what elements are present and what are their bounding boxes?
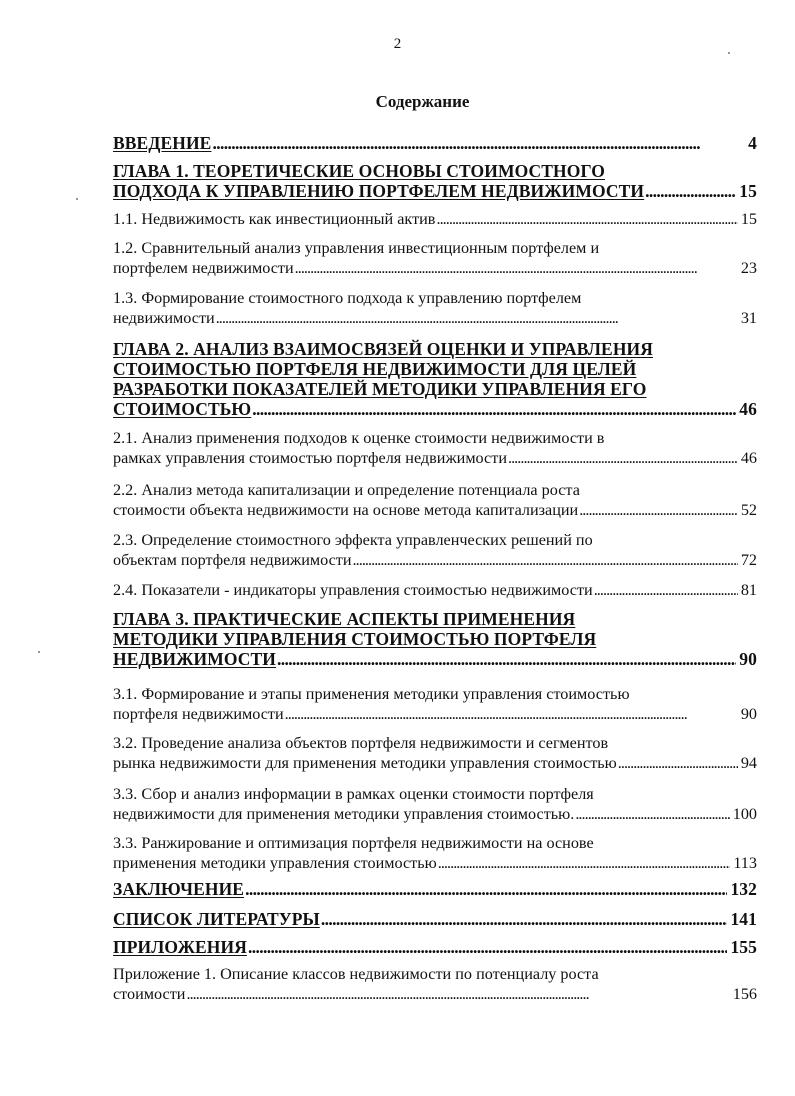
dot-leader [575, 804, 729, 824]
dot-leader [618, 753, 738, 773]
toc-entry-title: рынка недвижимости для применения методики управления стоимостью [113, 754, 617, 772]
toc-entry-leader-line [113, 909, 757, 929]
dot-leader [277, 649, 736, 669]
toc-entry-page-number: 155 [730, 937, 757, 957]
toc-entry-page-number: 94 [740, 754, 757, 772]
dot-leader [295, 258, 738, 278]
toc-entry-title-line: 3.3. Сбор и анализ информации в рамках оценки стоимости портфеля [113, 785, 594, 803]
toc-chapter-entry[interactable] [113, 909, 757, 929]
toc-entry-title: стоимости объекта недвижимости на основе метода капитализации [113, 501, 579, 519]
toc-section-entry[interactable] [113, 428, 757, 468]
toc-chapter-entry[interactable] [113, 937, 757, 957]
toc-entry-title: СПИСОК ЛИТЕРАТУРЫ [113, 909, 320, 929]
toc-entry-title-line: 2.1. Анализ применения подходов к оценке стоимости недвижимости в [113, 429, 605, 447]
toc-entry-page-number: 46 [739, 399, 757, 419]
toc-entry-title: объектам портфеля недвижимости [113, 551, 352, 569]
toc-entry-leader-line [113, 937, 757, 957]
toc-entry-title: СТОИМОСТЬЮ [113, 399, 252, 419]
toc-chapter-entry[interactable] [113, 133, 757, 153]
dot-leader [216, 308, 738, 328]
dot-leader [212, 133, 745, 153]
toc-entry-title-line: ГЛАВА 3. ПРАКТИЧЕСКИЕ АСПЕКТЫ ПРИМЕНЕНИЯ [113, 609, 576, 629]
toc-section-entry[interactable] [113, 580, 757, 600]
toc-entry-page-number: 4 [748, 133, 757, 153]
toc-entry-leader-line [113, 649, 757, 669]
dot-leader [594, 580, 738, 600]
toc-entry-title-line: 3.2. Проведение анализа объектов портфеля недвижимости и сегментов [113, 734, 609, 752]
toc-entry-title-line: 3.3. Ранжирование и оптимизация портфеля недвижимости на основе [113, 834, 594, 852]
toc-entry-title-line: РАЗРАБОТКИ ПОКАЗАТЕЛЕЙ МЕТОДИКИ УПРАВЛЕНИЯ ЕГО [113, 379, 647, 399]
dot-leader [248, 937, 727, 957]
toc-entry-title-line: Приложение 1. Описание классов недвижимости по потенциалу роста [113, 965, 599, 983]
toc-entry-leader-line [113, 399, 757, 419]
toc-entry-leader-line [113, 753, 757, 773]
toc-section-entry[interactable] [113, 964, 757, 1004]
toc-entry-leader-line [113, 550, 757, 570]
toc-entry-title-line: 1.3. Формирование стоимостного подхода к управлению портфелем [113, 289, 582, 307]
toc-entry-title-line: ГЛАВА 2. АНАЛИЗ ВЗАИМОСВЯЗЕЙ ОЦЕНКИ И УПРАВЛЕНИЯ [113, 339, 653, 359]
toc-section-entry[interactable] [113, 784, 757, 824]
dot-leader [252, 399, 736, 419]
toc-section-entry[interactable] [113, 833, 757, 873]
toc-entry-page-number: 113 [733, 854, 757, 872]
toc-chapter-entry[interactable] [113, 609, 757, 669]
toc-entry-page-number: 52 [740, 501, 757, 519]
toc-entry-leader-line [113, 580, 757, 600]
toc-entry-leader-line [113, 181, 757, 201]
toc-entry-leader-line [113, 209, 757, 229]
toc-entry-page-number: 81 [740, 581, 757, 599]
toc-entry-page-number: 132 [730, 879, 757, 899]
toc-entry-title: портфеля недвижимости [113, 705, 284, 723]
toc-entry-title: портфелем недвижимости [113, 259, 294, 277]
dot-leader [579, 500, 738, 520]
toc-entry-title-line: МЕТОДИКИ УПРАВЛЕНИЯ СТОИМОСТЬЮ ПОРТФЕЛЯ [113, 629, 597, 649]
toc-entry-title-line: 2.3. Определение стоимостного эффекта управленческих решений по [113, 531, 593, 549]
toc-entry-page-number: 31 [740, 309, 757, 327]
toc-entry-leader-line [113, 804, 757, 824]
toc-entry-page-number: 15 [739, 181, 757, 201]
toc-entry-leader-line [113, 879, 757, 899]
toc-chapter-entry[interactable] [113, 339, 757, 419]
toc-entry-page-number: 141 [730, 909, 757, 929]
toc-entry-title-line: 1.2. Сравнительный анализ управления инвестиционным портфелем и [113, 239, 600, 257]
dot-leader [245, 879, 727, 899]
toc-entry-title: НЕДВИЖИМОСТИ [113, 649, 276, 669]
toc-entry-page-number: 72 [740, 551, 757, 569]
toc-entry-title-line: СТОИМОСТЬЮ ПОРТФЕЛЯ НЕДВИЖИМОСТИ ДЛЯ ЦЕЛЕЙ [113, 359, 637, 379]
scan-speck [728, 52, 730, 54]
scan-speck [38, 651, 40, 653]
toc-entry-leader-line [113, 853, 757, 873]
toc-entry-page-number: 90 [739, 649, 757, 669]
toc-entry-page-number: 156 [732, 985, 757, 1003]
dot-leader [321, 909, 728, 929]
toc-entry-title: рамках управления стоимостью портфеля недвижимости [113, 449, 507, 467]
dot-leader [645, 181, 736, 201]
toc-entry-title: 2.4. Показатели - индикаторы управления стоимостью недвижимости [113, 581, 593, 599]
toc-chapter-entry[interactable] [113, 161, 757, 201]
toc-entry-leader-line [113, 500, 757, 520]
toc-entry-title: недвижимости [113, 309, 215, 327]
dot-leader [186, 984, 729, 1004]
toc-section-entry[interactable] [113, 480, 757, 520]
page-number: 2 [393, 36, 402, 52]
dot-leader [353, 550, 738, 570]
toc-chapter-entry[interactable] [113, 879, 757, 899]
page-title: Содержание [375, 92, 470, 111]
toc-entry-page-number: 46 [740, 449, 757, 467]
dot-leader [285, 704, 738, 724]
toc-entry-title-line: 2.2. Анализ метода капитализации и определение потенциала роста [113, 481, 580, 499]
toc-entry-leader-line [113, 133, 757, 153]
toc-section-entry[interactable] [113, 209, 757, 229]
toc-section-entry[interactable] [113, 530, 757, 570]
toc-section-entry[interactable] [113, 733, 757, 773]
toc-entry-title-line: 3.1. Формирование и этапы применения методики управления стоимостью [113, 685, 630, 703]
toc-entry-title: ПОДХОДА К УПРАВЛЕНИЮ ПОРТФЕЛЕМ НЕДВИЖИМОСТИ [113, 181, 645, 201]
toc-section-entry[interactable] [113, 684, 757, 724]
toc-entry-page-number: 23 [740, 259, 757, 277]
toc-entry-title: ЗАКЛЮЧЕНИЕ [113, 879, 245, 899]
toc-entry-title: стоимости [113, 985, 186, 1003]
toc-entry-title: ПРИЛОЖЕНИЯ [113, 937, 247, 957]
dot-leader [436, 209, 737, 229]
dot-leader [438, 853, 731, 873]
toc-section-entry[interactable] [113, 238, 757, 278]
toc-entry-page-number: 100 [732, 805, 757, 823]
scan-speck [76, 198, 78, 200]
toc-entry-title: применения методики управления стоимостью [113, 854, 437, 872]
toc-entry-title: недвижимости для применения методики управления стоимостью. [113, 805, 575, 823]
toc-entry-leader-line [113, 308, 757, 328]
toc-entry-title-line: ГЛАВА 1. ТЕОРЕТИЧЕСКИЕ ОСНОВЫ СТОИМОСТНОГО [113, 161, 605, 181]
dot-leader [508, 448, 738, 468]
toc-entry-title: ВВЕДЕНИЕ [113, 133, 212, 153]
toc-entry-page-number: 15 [740, 210, 757, 228]
toc-entry-leader-line [113, 258, 757, 278]
toc-entry-leader-line [113, 984, 757, 1004]
toc-entry-page-number: 90 [740, 705, 757, 723]
toc-entry-title: 1.1. Недвижимость как инвестиционный актив [113, 210, 436, 228]
toc-entry-leader-line [113, 448, 757, 468]
toc-section-entry[interactable] [113, 288, 757, 328]
toc-entry-leader-line [113, 704, 757, 724]
